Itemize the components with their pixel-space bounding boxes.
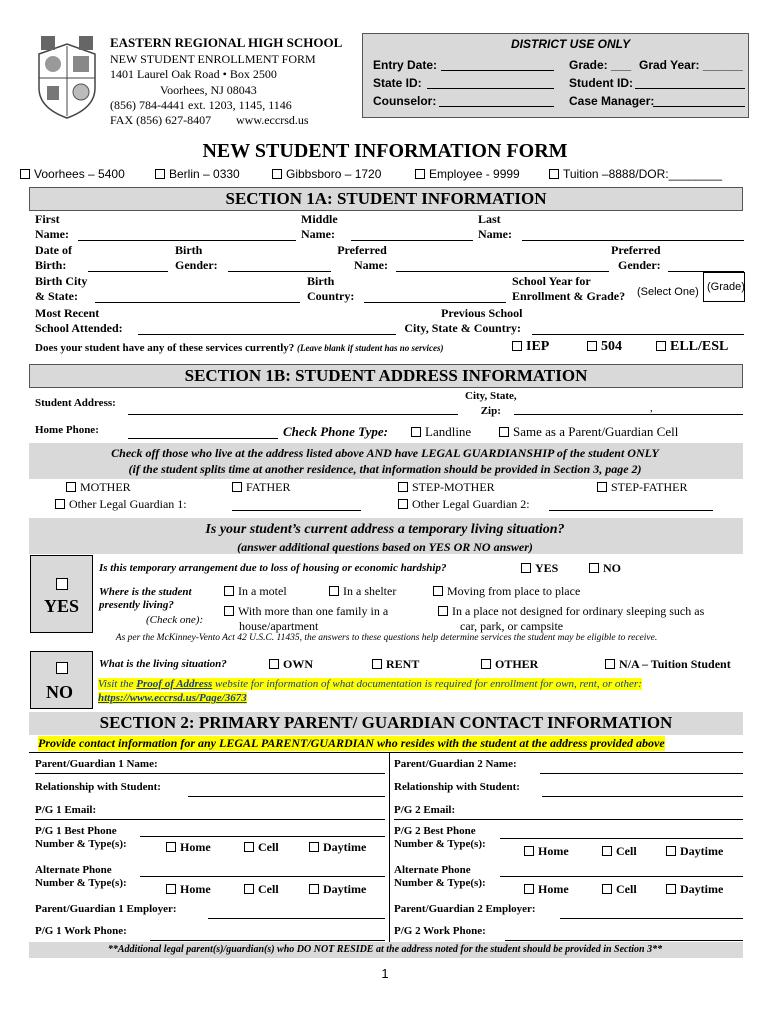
school-year-select[interactable]: (Select One)	[637, 286, 699, 298]
pg1-alt-phone-field[interactable]	[140, 876, 385, 877]
pg1-best-daytime-checkbox[interactable]: Daytime	[309, 840, 366, 855]
section-2-footnote: **Additional legal parent(s)/guardian(s) who DO NOT RESIDE at the address noted for the student should be provided in Section 3**	[107, 944, 663, 955]
other-guardian-2-checkbox[interactable]: Other Legal Guardian 2:	[398, 497, 530, 512]
zip-comma: ,	[650, 402, 653, 414]
last-name-field[interactable]	[522, 240, 744, 241]
birth-city-label: Birth City & State:	[35, 274, 88, 303]
proof-of-address-note: Visit the Proof of Address website for information of what documentation is required for enrollment for own, rent, or other: https://www.eccrsd.us/Page/3673	[98, 678, 642, 704]
stepmother-checkbox[interactable]: STEP-MOTHER	[398, 480, 495, 495]
hardship-question: Is this temporary arrangement due to loss of housing or economic hardship?	[99, 562, 447, 574]
hardship-yes-checkbox[interactable]: YES	[521, 561, 558, 576]
pg2-alt-cell-checkbox[interactable]: Cell	[602, 882, 637, 897]
rent-checkbox[interactable]: RENT	[372, 657, 419, 672]
pg2-best-phone-label: P/G 2 Best Phone Number & Type(s):	[394, 825, 486, 850]
mother-checkbox[interactable]: MOTHER	[66, 480, 131, 495]
pg1-best-home-checkbox[interactable]: Home	[166, 840, 211, 855]
town-gibbsboro-checkbox[interactable]: Gibbsboro – 1720	[272, 167, 381, 181]
landline-checkbox[interactable]: Landline	[411, 424, 471, 440]
pg1-alt-home-checkbox[interactable]: Home	[166, 882, 211, 897]
grade-label: Grade: ___	[569, 58, 632, 72]
proof-of-address-link[interactable]: Proof of Address	[136, 678, 213, 690]
pg2-best-home-checkbox[interactable]: Home	[524, 844, 569, 859]
pg2-employer-label: Parent/Guardian 2 Employer:	[394, 903, 536, 915]
district-box-title: DISTRICT USE ONLY	[511, 37, 631, 51]
other-guardian-1-checkbox[interactable]: Other Legal Guardian 1:	[55, 497, 187, 512]
city-state-zip-field[interactable]	[514, 414, 743, 415]
birth-gender-label: Birth Gender:	[175, 243, 218, 272]
employee-checkbox[interactable]: Employee - 9999	[415, 167, 520, 181]
temporary-living-subtitle: (answer additional questions based on YES OR NO answer)	[237, 540, 533, 554]
yes-label: YES	[44, 596, 80, 616]
pg1-email-field[interactable]	[35, 819, 385, 820]
pg2-work-phone-label: P/G 2 Work Phone:	[394, 925, 486, 937]
pg2-best-phone-field[interactable]	[500, 838, 743, 839]
pg2-email-label: P/G 2 Email:	[394, 804, 456, 816]
student-address-label: Student Address:	[35, 397, 116, 409]
own-checkbox[interactable]: OWN	[269, 657, 313, 672]
pg1-best-cell-checkbox[interactable]: Cell	[244, 840, 279, 855]
birth-country-field[interactable]	[364, 302, 506, 303]
checkoff-instruction-1: Check off those who live at the address listed above AND have LEGAL GUARDIANSHIP of the student ONLY	[111, 446, 659, 460]
hardship-no-checkbox[interactable]: NO	[589, 561, 621, 576]
pg1-work-phone-field[interactable]	[150, 940, 385, 941]
counselor-label: Counselor:	[373, 94, 437, 108]
town-berlin-checkbox[interactable]: Berlin – 0330	[155, 167, 240, 181]
home-phone-label: Home Phone:	[35, 424, 99, 436]
pg2-relationship-label: Relationship with Student:	[394, 781, 520, 793]
504-checkbox[interactable]: 504	[587, 339, 622, 355]
school-name: EASTERN REGIONAL HIGH SCHOOL	[110, 35, 343, 50]
yes-box[interactable]	[30, 555, 93, 633]
dob-field[interactable]	[88, 271, 168, 272]
district-use-box	[362, 33, 749, 118]
yes-checkbox[interactable]	[56, 578, 68, 590]
pg1-best-phone-label: P/G 1 Best Phone Number & Type(s):	[35, 825, 127, 850]
living-situation-question: What is the living situation?	[99, 658, 227, 670]
birth-country-label: Birth Country:	[307, 274, 355, 303]
motel-checkbox[interactable]: In a motel	[224, 584, 287, 599]
grad-year-label: Grad Year: ______	[639, 58, 743, 72]
other-guardian-1-field[interactable]	[232, 510, 361, 511]
school-year-label: School Year for Enrollment & Grade?	[512, 274, 626, 303]
birth-city-field[interactable]	[95, 302, 300, 303]
previous-school-field[interactable]	[532, 334, 744, 335]
ell-esl-checkbox[interactable]: ELL/ESL	[656, 339, 728, 355]
first-name-field[interactable]	[78, 240, 296, 241]
section-1b-header: SECTION 1B: STUDENT ADDRESS INFORMATION	[29, 364, 743, 388]
address-line-1: 1401 Laurel Oak Road • Box 2500	[110, 67, 277, 81]
student-address-field[interactable]	[128, 414, 458, 415]
pg1-alt-phone-label: Alternate Phone Number & Type(s):	[35, 864, 127, 889]
pg2-employer-field[interactable]	[560, 918, 743, 919]
preferred-gender-label: Preferred Gender:	[611, 243, 661, 272]
pg1-email-label: P/G 1 Email:	[35, 804, 97, 816]
not-designed-checkbox[interactable]: In a place not designed for ordinary sleeping such as car, park, or campsite	[438, 604, 704, 634]
section-2-subtitle: Provide contact information for any LEGAL PARENT/GUARDIAN who resides with the student at the address provided above	[38, 736, 665, 750]
pg1-name-label: Parent/Guardian 1 Name:	[35, 758, 158, 770]
pg1-name-field[interactable]	[35, 773, 385, 774]
no-checkbox[interactable]	[56, 662, 68, 674]
section-2-top-rule	[29, 752, 743, 753]
other-checkbox[interactable]: OTHER	[481, 657, 538, 672]
pg2-alt-daytime-checkbox[interactable]: Daytime	[666, 882, 723, 897]
school-website: www.eccrsd.us	[236, 113, 309, 127]
pg2-alt-phone-label: Alternate Phone Number & Type(s):	[394, 864, 486, 889]
no-label: NO	[46, 682, 73, 702]
pg1-alt-cell-checkbox[interactable]: Cell	[244, 882, 279, 897]
state-id-label: State ID:	[373, 76, 422, 90]
pg2-alt-phone-field[interactable]	[500, 876, 743, 877]
pg2-work-phone-field[interactable]	[505, 940, 743, 941]
city-state-zip-label: City, State, Zip:	[465, 390, 517, 417]
preferred-name-field[interactable]	[396, 271, 609, 272]
middle-name-field[interactable]	[351, 240, 473, 241]
no-box[interactable]	[30, 651, 93, 709]
pg1-employer-field[interactable]	[208, 918, 385, 919]
last-name-label: Last Name:	[478, 212, 512, 241]
pg1-best-phone-field[interactable]	[140, 836, 385, 837]
pg1-relationship-label: Relationship with Student:	[35, 781, 161, 793]
checkoff-instruction-2: (if the student splits time at another residence, that information should be provided in Section 3, page 2)	[128, 462, 642, 476]
recent-school-field[interactable]	[138, 334, 396, 335]
same-as-parent-checkbox[interactable]: Same as a Parent/Guardian Cell	[499, 424, 678, 440]
home-phone-field[interactable]	[128, 438, 278, 439]
check-one-label: (Check one):	[146, 614, 204, 626]
school-logo	[33, 36, 101, 122]
other-guardian-2-field[interactable]	[549, 510, 713, 511]
pg1-alt-daytime-checkbox[interactable]: Daytime	[309, 882, 366, 897]
dob-label: Date of Birth:	[35, 243, 72, 272]
first-name-label: First Name:	[35, 212, 69, 241]
grade-select[interactable]: (Grade)	[703, 272, 745, 302]
pg2-relationship-field[interactable]	[542, 796, 743, 797]
where-living-label: Where is the student presently living?	[99, 586, 192, 611]
mckinney-vento-note: As per the McKinney-Vento Act 42 U.S.C. 11435, the answers to these questions help determine services the student may be eligible to receive.	[115, 633, 658, 643]
address-line-2: Voorhees, NJ 08043	[160, 83, 257, 97]
stepfather-checkbox[interactable]: STEP-FATHER	[597, 480, 687, 495]
page-number: 1	[381, 966, 389, 981]
pg1-work-phone-label: P/G 1 Work Phone:	[35, 925, 127, 937]
check-phone-type-label: Check Phone Type:	[283, 424, 388, 439]
pg2-email-field[interactable]	[394, 819, 743, 820]
recent-school-label: Most Recent School Attended:	[35, 306, 123, 335]
preferred-name-label: Preferred Name:	[337, 243, 388, 272]
more-than-one-family-checkbox[interactable]: With more than one family in a house/apartment	[224, 604, 388, 634]
shelter-checkbox[interactable]: In a shelter	[329, 584, 396, 599]
previous-school-label: Previous School City, State & Country:	[404, 306, 523, 335]
proof-of-address-url[interactable]: https://www.eccrsd.us/Page/3673	[98, 692, 247, 704]
birth-gender-field[interactable]	[228, 271, 331, 272]
temporary-living-question: Is your student’s current address a temporary living situation?	[205, 522, 565, 537]
town-voorhees-checkbox[interactable]: Voorhees – 5400	[20, 167, 125, 181]
na-tuition-checkbox[interactable]: N/A – Tuition Student	[605, 657, 731, 672]
section-1a-header: SECTION 1A: STUDENT INFORMATION	[29, 187, 743, 211]
entry-date-label: Entry Date:	[373, 58, 438, 72]
iep-checkbox[interactable]: IEP	[512, 339, 549, 355]
form-name: NEW STUDENT ENROLLMENT FORM	[110, 52, 316, 66]
pg2-name-label: Parent/Guardian 2 Name:	[394, 758, 517, 770]
moving-checkbox[interactable]: Moving from place to place	[433, 584, 580, 599]
student-id-label: Student ID:	[569, 76, 633, 90]
father-checkbox[interactable]: FATHER	[232, 480, 290, 495]
form-title: NEW STUDENT INFORMATION FORM	[202, 140, 568, 162]
school-fax: FAX (856) 627-8407	[110, 113, 212, 127]
case-manager-label: Case Manager:	[569, 94, 655, 108]
pg2-best-daytime-checkbox[interactable]: Daytime	[666, 844, 723, 859]
pg2-alt-home-checkbox[interactable]: Home	[524, 882, 569, 897]
pg1-relationship-field[interactable]	[188, 796, 385, 797]
pg2-name-field[interactable]	[540, 773, 743, 774]
school-phone: (856) 784-4441 ext. 1203, 1145, 1146	[110, 98, 292, 112]
middle-name-label: Middle Name:	[301, 212, 338, 241]
pg1-employer-label: Parent/Guardian 1 Employer:	[35, 903, 177, 915]
services-question: Does your student have any of these services currently? (Leave blank if student has no services)	[35, 342, 444, 354]
pg2-best-cell-checkbox[interactable]: Cell	[602, 844, 637, 859]
tuition-checkbox[interactable]: Tuition –8888/DOR:________	[549, 167, 722, 181]
section-2-divider	[389, 752, 390, 942]
section-2-header: SECTION 2: PRIMARY PARENT/ GUARDIAN CONTACT INFORMATION	[29, 712, 743, 735]
